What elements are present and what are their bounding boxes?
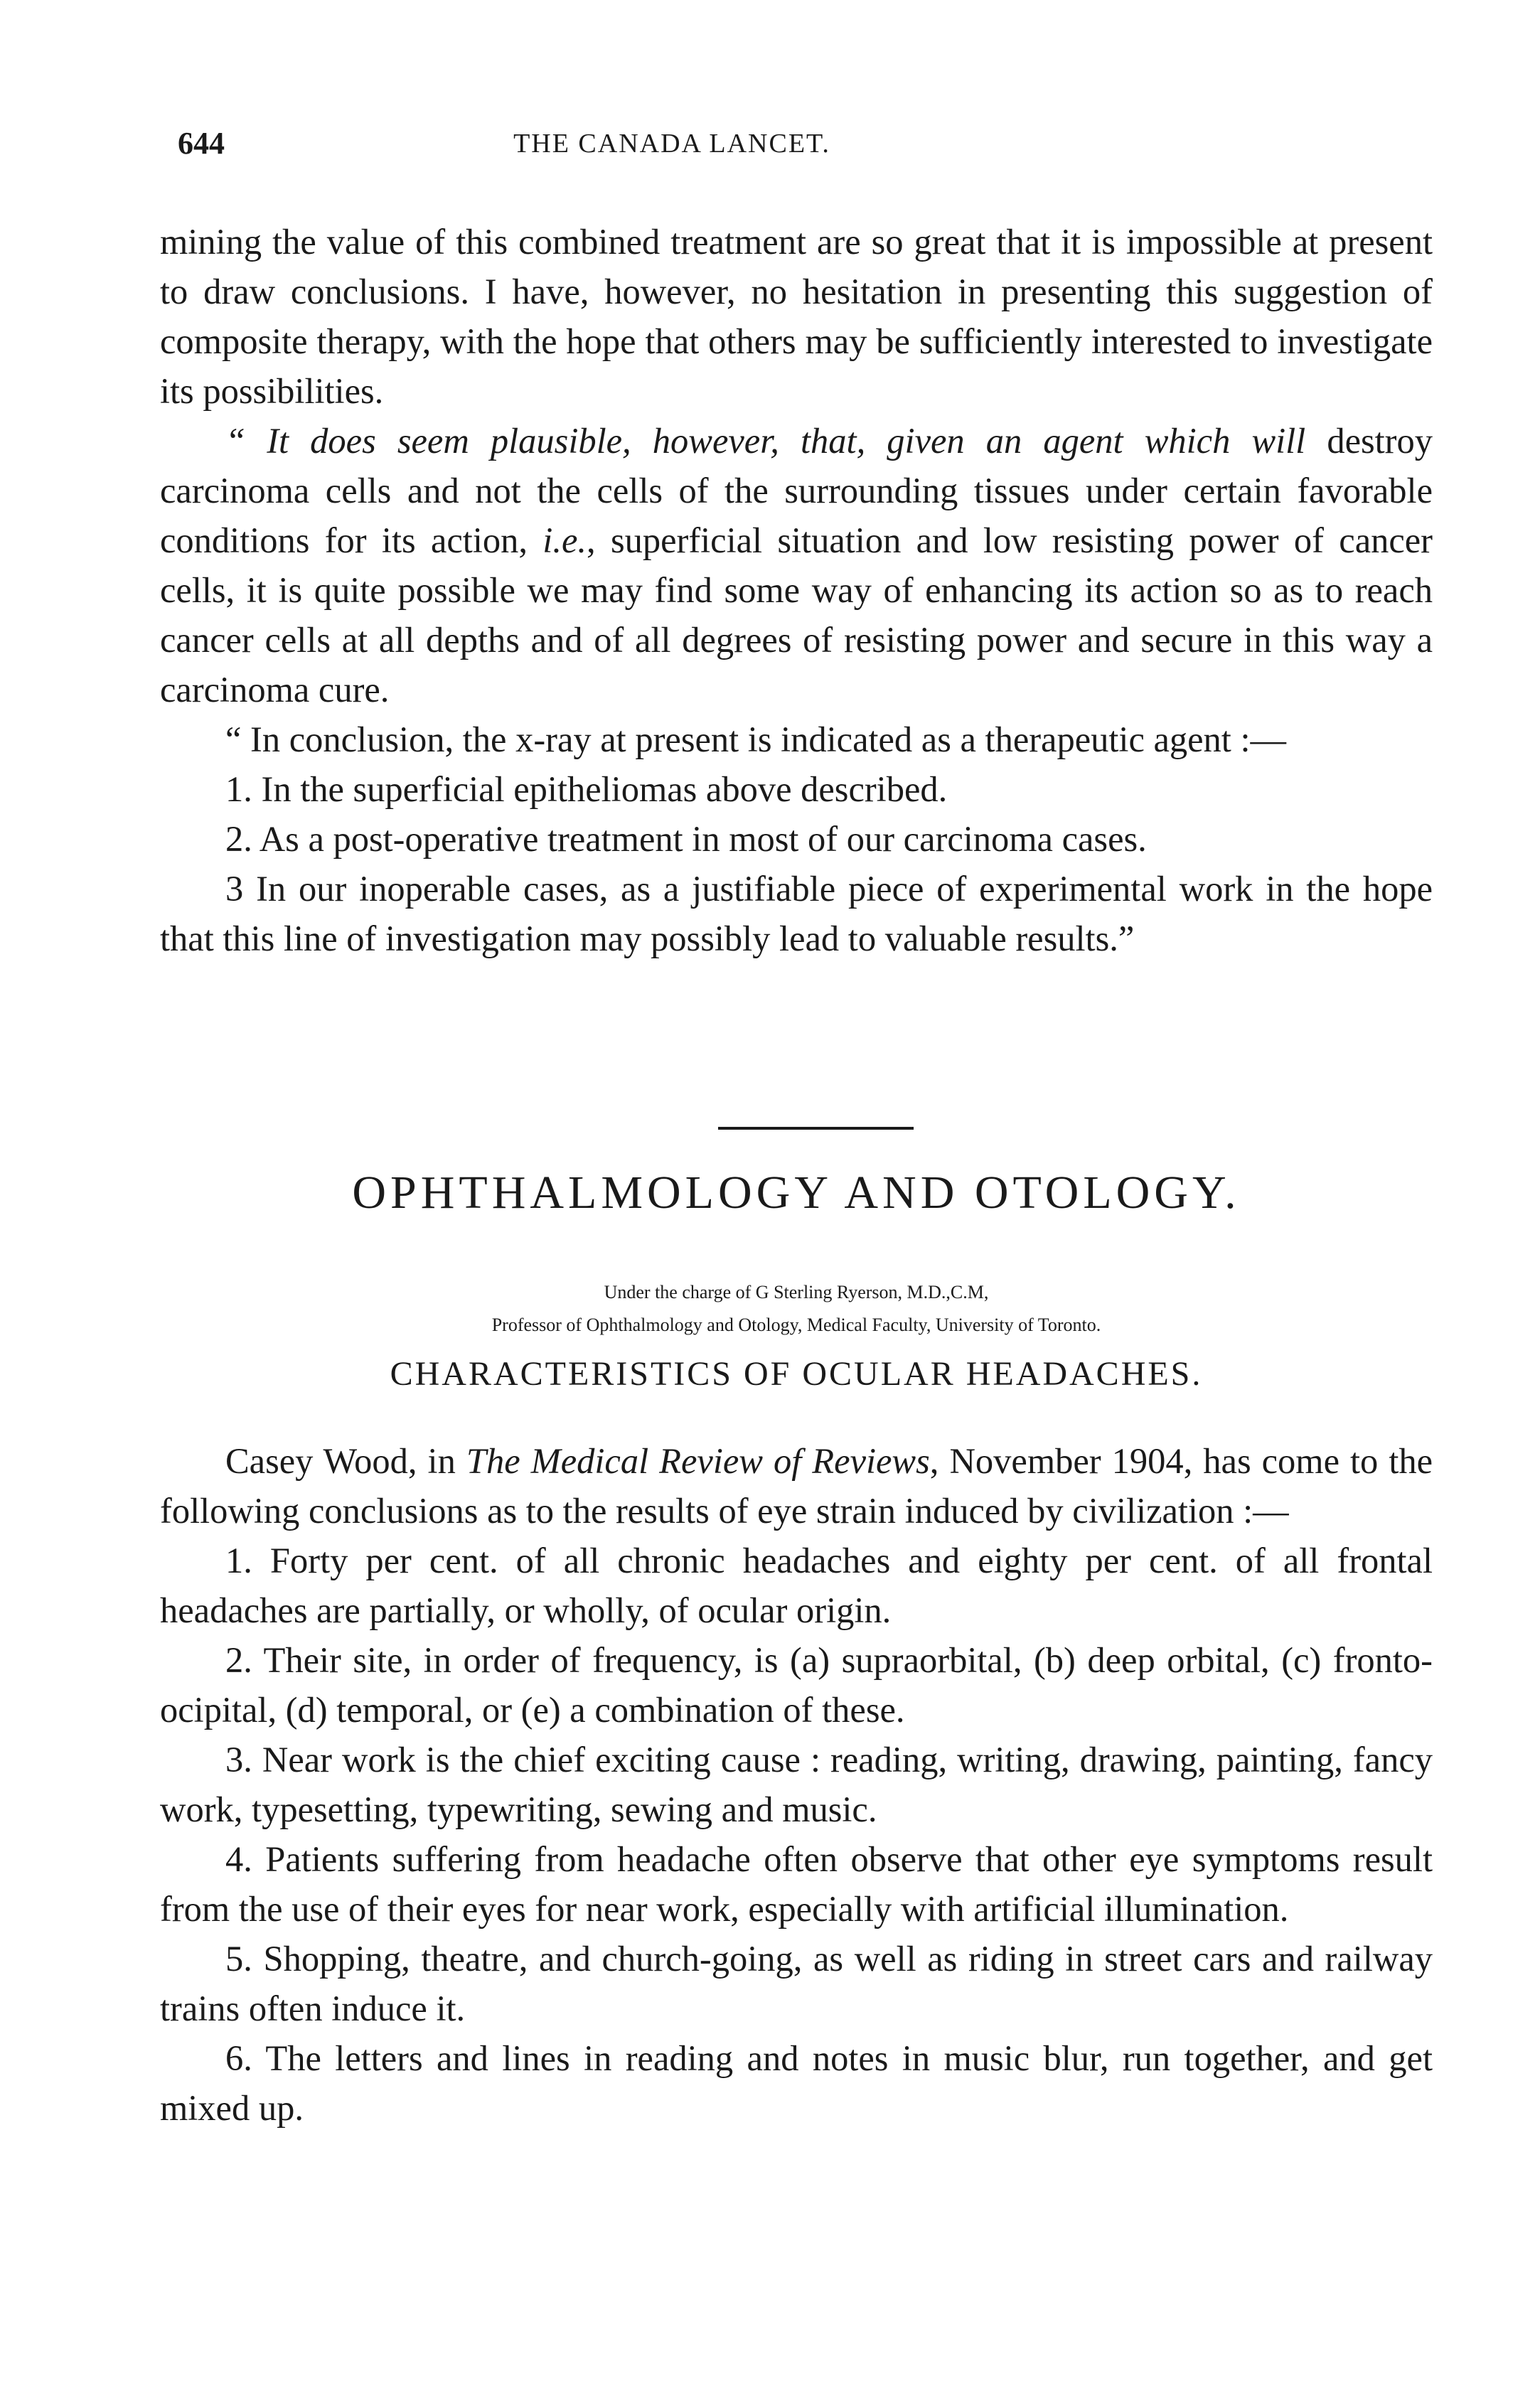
- intro-text-end: , November 1904, has come to the following conclusions as to the results of eye strain induced by civilization :—: [160, 1441, 1433, 1531]
- list-item: 2. Their site, in order of frequency, is (a) supraorbital, (b) deep orbital, (c) fronto-ocipital, (d) temporal, or (e) a combination of these.: [160, 1640, 1433, 1730]
- continued-text: [160, 217, 1433, 963]
- list-item: 4. Patients suffering from headache often observe that other eye symptoms result from the use of their eyes for near work, especially with artificial illumination.: [160, 1839, 1433, 1929]
- editor-line: Professor of Ophthalmology and Otology, Medical Faculty, University of Toronto.: [491, 1315, 1101, 1335]
- list-item: 1. In the superficial epitheliomas above described.: [225, 769, 948, 809]
- list-item: 5. Shopping, theatre, and church-going, as well as riding in street cars and railway trains often induce it.: [160, 1939, 1433, 2028]
- article-title: CHARACTERISTICS OF OCULAR HEADACHES.: [390, 1355, 1203, 1393]
- quote-text-end: , superficial situation and low resisting power of cancer cells, it is quite possible we may find some way of enhancing its action so as to reach cancer cells at all depths and of all degrees of resisting power and secure in this way a carcinoma cure.: [160, 520, 1433, 710]
- section-title: OPHTHALMOLOGY AND OTOLOGY.: [352, 1167, 1241, 1219]
- article-intro: [160, 1436, 1433, 1536]
- editor-note: [160, 1276, 1433, 1342]
- page-header: [178, 125, 1429, 168]
- page-number: 644: [178, 126, 225, 161]
- list-item: 3. Near work is the chief exciting cause : reading, writing, drawing, painting, fancy work, typesetting, typewriting, sewing and music.: [160, 1740, 1433, 1829]
- editor-line: Under the charge of G Sterling Ryerson, M.D.,C.M,: [604, 1282, 989, 1302]
- list-item: 1. Forty per cent. of all chronic headaches and eighty per cent. of all frontal headaches are partially, or wholly, of ocular origin.: [160, 1541, 1433, 1630]
- list-item: 6. The letters and lines in reading and notes in music blur, run together, and get mixed up.: [160, 2038, 1433, 2128]
- paragraph: mining the value of this combined treatment are so great that it is impossible at present to draw conclusions. I have, however, no hesitation in presenting this suggestion of composite therapy, with the hope that others may be sufficiently interested to investigate its possibilities.: [160, 222, 1433, 411]
- journal-title: The Medical Review of Reviews: [466, 1441, 930, 1481]
- running-title: THE CANADA LANCET.: [513, 129, 830, 159]
- quote-italic-start: “ It does seem plausible, however, that, given an agent which will: [225, 421, 1306, 461]
- list-item: 2. As a post-operative treatment in most of our carcinoma cases.: [225, 819, 1147, 859]
- section-divider: [718, 1127, 914, 1130]
- ie-abbrev: i.e.: [542, 520, 587, 560]
- quote-text: destroy carcinoma cells and not the cells of the surrounding tissues under certain favorable conditions for its action,: [160, 421, 1433, 560]
- intro-text: Casey Wood, in: [225, 1441, 466, 1481]
- article-body: [160, 1436, 1433, 2133]
- list-item: 3 In our inoperable cases, as a justifiable piece of experimental work in the hope that this line of investigation may possibly lead to valuable results.”: [160, 869, 1433, 958]
- paragraph-conclusion: “ In conclusion, the x-ray at present is indicated as a therapeutic agent :—: [225, 719, 1286, 759]
- paragraph-quote: [160, 416, 1433, 715]
